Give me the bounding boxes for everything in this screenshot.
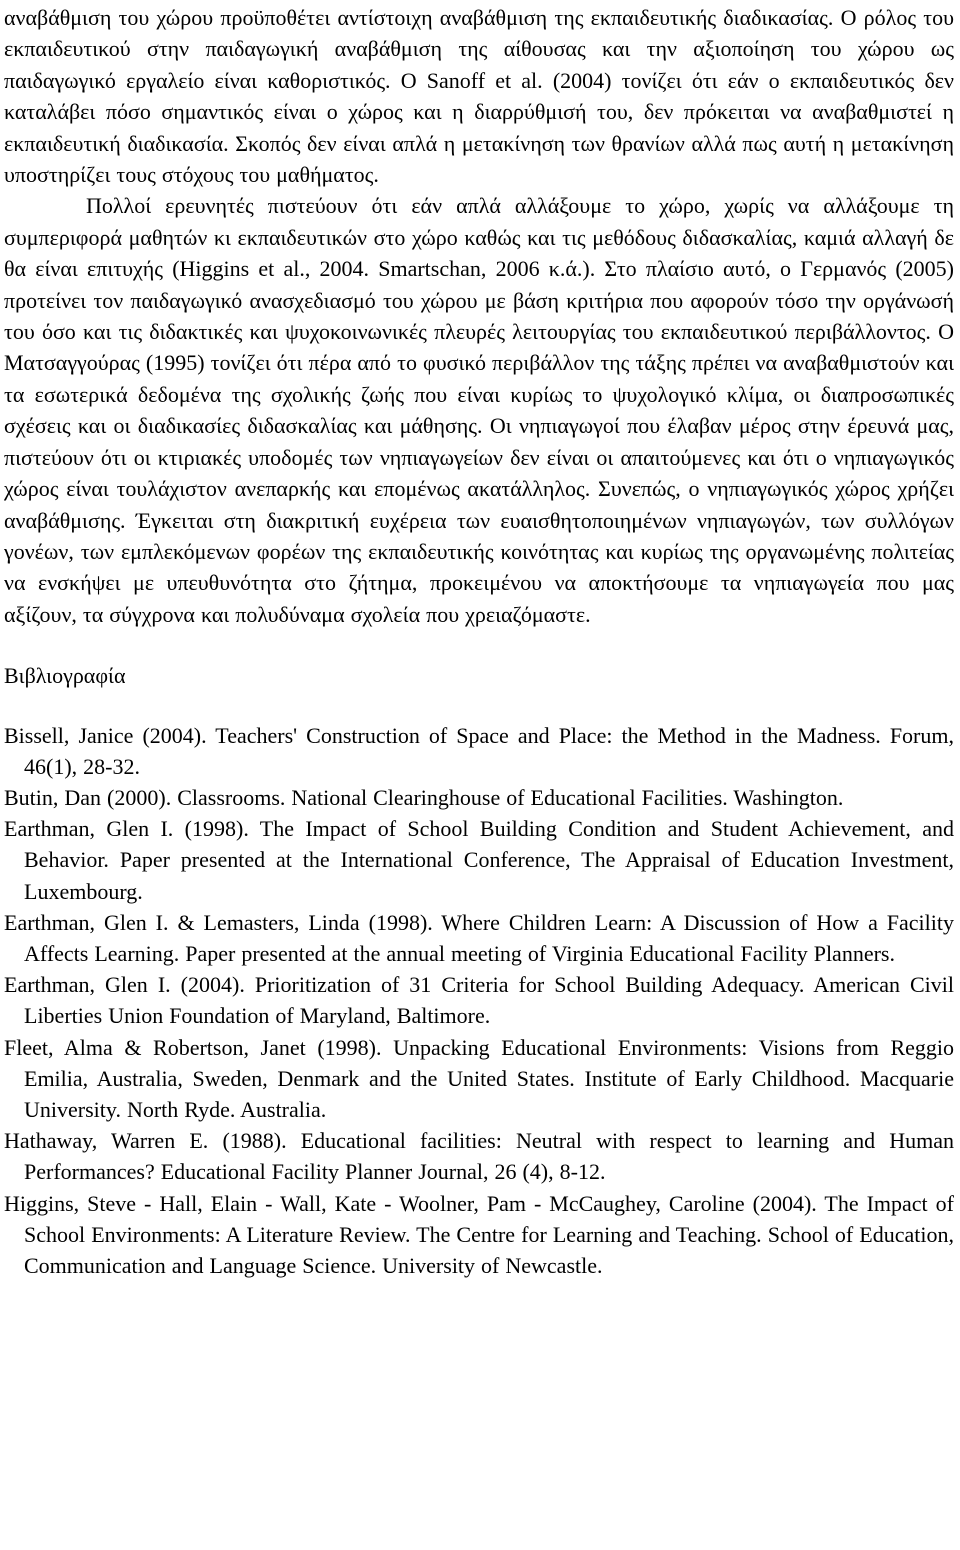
bibliography-list	[4, 720, 954, 1282]
bibliography-entry: Higgins, Steve - Hall, Elain - Wall, Kate - Woolner, Pam - McCaughey, Caroline (2004). The Impact of School Environments: A Literature Review. The Centre for Learning and Teaching. School of Education, Communication and Language Science. University of Newcastle.	[4, 1190, 954, 1278]
bibliography-entry: Bissell, Janice (2004). Teachers' Construction of Space and Place: the Method in the Madness. Forum, 46(1), 28-32.	[4, 722, 954, 779]
bibliography-entry: Butin, Dan (2000). Classrooms. National Clearinghouse of Educational Facilities. Washington.	[4, 784, 844, 810]
body-paragraph-2: Πολλοί ερευνητές πιστεύουν ότι εάν απλά αλλάξουμε το χώρο, χωρίς να αλλάξουμε τη συμπεριφορά μαθητών κι εκπαιδευτικών στο χώρο καθώς και τις μεθόδους διδασκαλίας, καμιά αλλαγή δε θα είναι επιτυχής (Higgins et al., 2004. Smartschan, 2006 κ.ά.). Στο πλαίσιο αυτό, ο Γερμανός (2005) προτείνει τον παιδαγωγικό ανασχεδιασμό του χώρου με βάση κριτήρια που αφορούν τόσο την οργάνωσή του όσο και τις διδακτικές και ψυχοκοινωνικές πλευρές λειτουργίας του εκπαιδευτικού περιβάλλοντος. Ο Ματσαγγούρας (1995) τονίζει ότι πέρα από το φυσικό περιβάλλον της τάξης πρέπει να αναβαθμιστούν και τα εσωτερικά δεδομένα της σχολικής ζωής που είναι κυρίως το ψυχολογικό κλίμα, οι διαπροσωπικές σχέσεις και οι διαδικασίες διδασκαλίας και μάθησης. Οι νηπιαγωγοί που έλαβαν μέρος στην έρευνά μας, πιστεύουν ότι οι κτιριακές υποδομές των νηπιαγωγείων δεν είναι οι απαιτούμενες και ότι ο νηπιαγωγικός χώρος είναι τουλάχιστον ανεπαρκής και επομένως ακατάλληλος. Συνεπώς, ο νηπιαγωγικός χώρος χρήζει αναβάθμισης. Έγκειται στη διακριτική ευχέρεια των ευαισθητοποιημένων νηπιαγωγών, των συλλόγων γονέων, των εμπλεκόμενων φορέων της εκπαιδευτικής κοινότητας και κυρίως της οργανωμένης πολιτείας να ενσκήψει με υπευθυνότητα στο ζήτημα, προκειμένου να αποκτήσουμε τα νηπιαγωγεία που μας αξίζουν, τα σύγχρονα και πολυδύναμα σχολεία που χρειαζόμαστε.	[4, 193, 954, 627]
bibliography-heading: Βιβλιογραφία	[4, 663, 126, 689]
body-paragraph-1: αναβάθμιση του χώρου προϋποθέτει αντίστοιχη αναβάθμιση της εκπαιδευτικής διαδικασίας. Ο ρόλος του εκπαιδευτικού στην παιδαγωγική αναβάθμιση της αίθουσας και την αξιοποίηση του χώρου ως παιδαγωγικό εργαλείο είναι καθοριστικός. Ο Sanoff et al. (2004) τονίζει ότι εάν ο εκπαιδευτικός δεν καταλάβει πόσο σημαντικός είναι ο χώρος και η διαρρύθμισή του, δεν πρόκειται να αναβαθμιστεί η εκπαιδευτική διαδικασία. Σκοπός δεν είναι απλά η μετακίνηση των θρανίων αλλά πως αυτή η μετακίνηση υποστηρίζει τους στόχους του μαθήματος.	[4, 5, 954, 188]
bibliography-entry: Earthman, Glen I. (1998). The Impact of School Building Condition and Student Achievement, and Behavior. Paper presented at the International Conference, The Appraisal of Education Investment, Luxembourg.	[4, 816, 954, 904]
bibliography-entry: Fleet, Alma & Robertson, Janet (1998). Unpacking Educational Environments: Visions from Reggio Emilia, Australia, Sweden, Denmark and the United States. Institute of Early Childhood. Macquarie University. North Ryde. Australia.	[4, 1034, 954, 1122]
bibliography-entry: Earthman, Glen I. & Lemasters, Linda (1998). Where Children Learn: A Discussion of How a Facility Affects Learning. Paper presented at the annual meeting of Virginia Educational Facility Planners.	[4, 909, 954, 966]
document-page	[4, 2, 954, 1281]
bibliography-entry: Earthman, Glen I. (2004). Prioritization of 31 Criteria for School Building Adequacy. American Civil Liberties Union Foundation of Maryland, Baltimore.	[4, 972, 954, 1029]
bibliography-entry: Hathaway, Warren E. (1988). Educational facilities: Neutral with respect to learning and Human Performances? Educational Facility Planner Journal, 26 (4), 8-12.	[4, 1128, 954, 1185]
